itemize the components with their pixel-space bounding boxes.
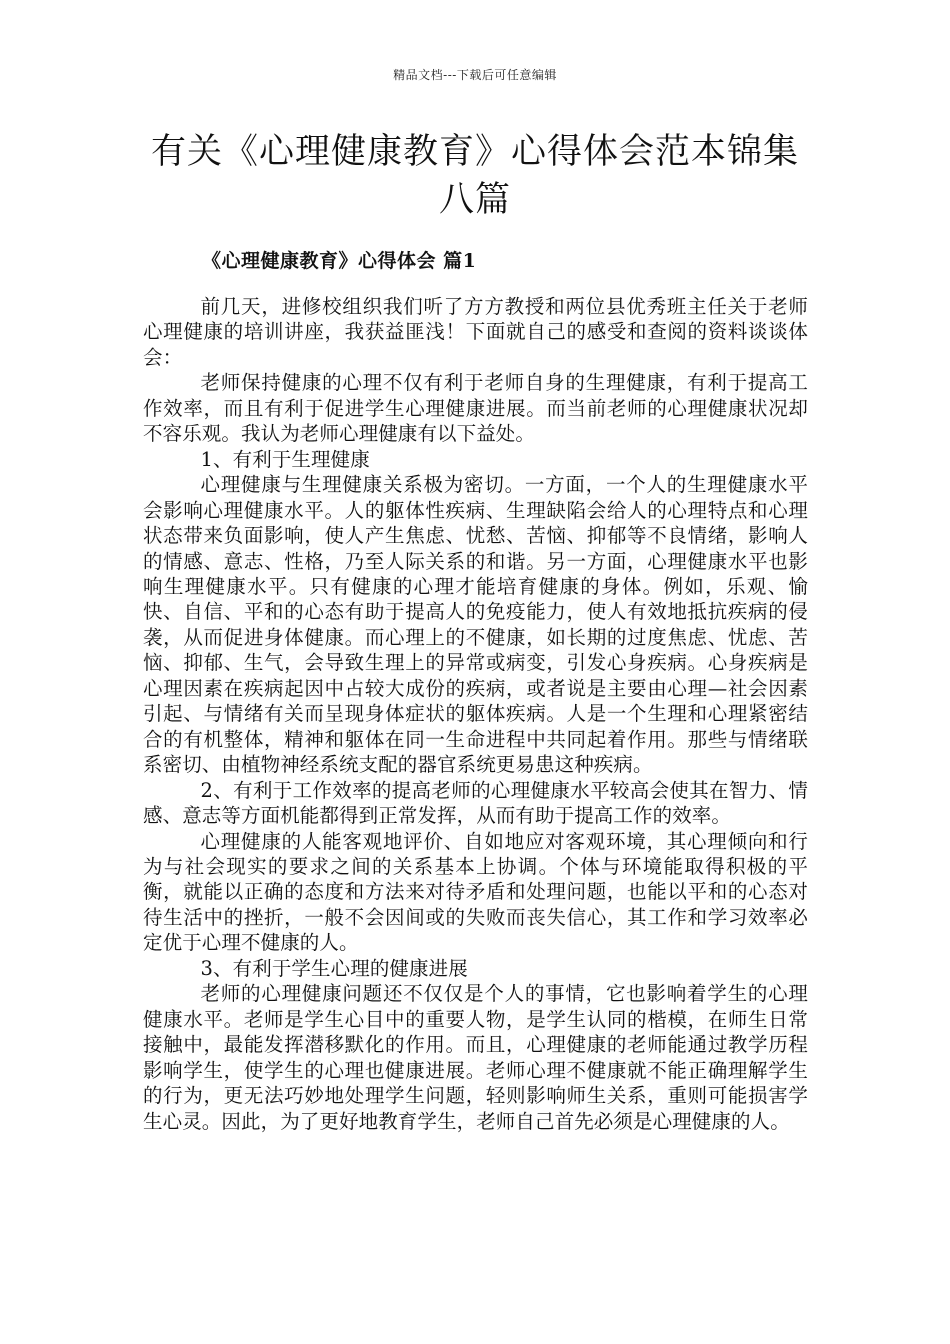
subheading-paragraph: 3、有利于学生心理的健康进展 xyxy=(200,956,468,980)
paragraph: 心理健康与生理健康关系极为密切。一方面，一个人的生理健康水平会影响心理健康水平。人的躯体性疾病、生理缺陷会给人的心理特点和心理状态带来负面影响，使人产生焦虑、忧愁、苦恼、抑郁等不良情绪，影响人的情感、意志、性格，乃至人际关系的和谐。另一方面，心理健康水平也影响生理健康水平。只有健康的心理才能培育健康的身体。例如，乐观、愉快、自信、平和的心态有助于提高人的免疫能力，使人有效地抵抗疾病的侵袭，从而促进身体健康。而心理上的不健康，如长期的过度焦虑、忧虑、苦恼、抑郁、生气，会导致生理上的异常或病变，引发心身疾病。心身疾病是心理因素在疾病起因中占较大成份的疾病，或者说是主要由心理—社会因素引起、与情绪有关而呈现身体症状的躯体疾病。人是一个生理和心理紧密结合的有机整体，精神和躯体在同一生命进程中共同起着作用。那些与情绪联系密切、由植物神经系统支配的器官系统更易患这种疾病。 xyxy=(143,473,808,777)
section-heading: 《心理健康教育》心得体会 篇1 xyxy=(202,250,477,272)
paragraph: 老师的心理健康问题还不仅仅是个人的事情，它也影响着学生的心理健康水平。老师是学生心目中的重要人物，是学生认同的楷模，在师生日常接触中，最能发挥潜移默化的作用。而且，心理健康的老师能通过教学历程影响学生，使学生的心理也健康进展。老师心理不健康就不能正确理解学生的行为，更无法巧妙地处理学生问题，轻则影响师生关系，重则可能损害学生心灵。因此，为了更好地教育学生，老师自己首先必须是心理健康的人。 xyxy=(143,982,808,1133)
subheading-paragraph: 1、有利于生理健康 xyxy=(200,447,370,471)
header-note: 精品文档---下载后可任意编辑 xyxy=(393,68,557,82)
paragraph: 心理健康的人能客观地评价、自如地应对客观环境，其心理倾向和行为与社会现实的要求之间的关系基本上协调。个体与环境能取得积极的平衡，就能以正确的态度和方法来对待矛盾和处理问题，也能以平和的心态对待生活中的挫折，一般不会因间或的失败而丧失信心，其工作和学习效率必定优于心理不健康的人。 xyxy=(143,829,808,955)
subheading-paragraph: 2、有利于工作效率的提高老师的心理健康水平较高会使其在智力、情感、意志等方面机能都得到正常发挥，从而有助于提高工作的效率。 xyxy=(143,778,808,828)
document-title: 有关《心理健康教育》心得体会范本锦集八篇 xyxy=(150,132,799,220)
paragraph: 前几天，进修校组织我们听了方方教授和两位县优秀班主任关于老师心理健康的培训讲座，我获益匪浅！下面就自己的感受和查阅的资料谈谈体会： xyxy=(143,295,808,369)
paragraph: 老师保持健康的心理不仅有利于老师自身的生理健康，有利于提高工作效率，而且有利于促进学生心理健康进展。而当前老师的心理健康状况却不容乐观。我认为老师心理健康有以下益处。 xyxy=(143,371,808,446)
body-text xyxy=(143,294,808,1134)
